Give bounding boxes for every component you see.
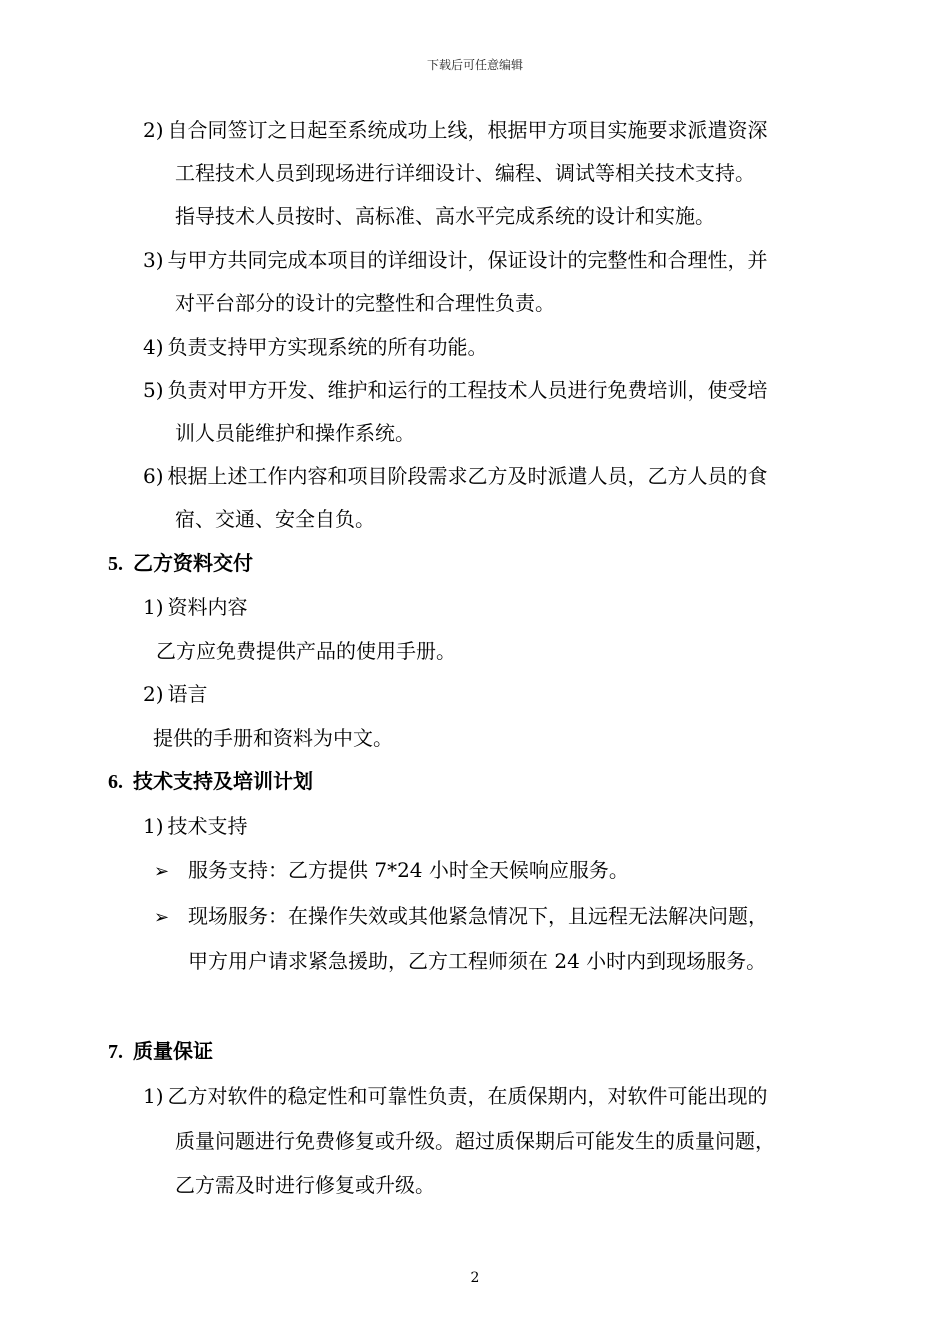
bullet-text: 服务支持：乙方提供 7*24 小时全天候响应服务。: [188, 858, 629, 882]
bullet-item: [154, 902, 768, 932]
bullet-text-continued: 甲方用户请求紧急援助，乙方工程师须在 24 小时内到现场服务。: [188, 949, 767, 973]
item-text-continued: 质量问题进行免费修复或升级。超过质保期后可能发生的质量问题，: [175, 1129, 775, 1153]
item-text-continued: 对平台部分的设计的完整性和合理性负责。: [175, 291, 555, 315]
item-text-continued: 乙方需及时进行修复或升级。: [175, 1173, 435, 1197]
section-number: 6.: [108, 771, 123, 793]
item-text: 负责对甲方开发、维护和运行的工程技术人员进行免费培训，使受培: [167, 378, 768, 402]
section-title: 技术支持及培训计划: [133, 769, 313, 793]
item-text-continued: 指导技术人员按时、高标准、高水平完成系统的设计和实施。: [175, 204, 715, 228]
item-text-continued: 工程技术人员到现场进行详细设计、编程、调试等相关技术支持。: [175, 161, 755, 185]
item-text: 技术支持: [167, 814, 248, 838]
paragraph: 乙方应免费提供产品的使用手册。: [156, 639, 456, 663]
arrow-bullet-icon: ➢: [154, 907, 170, 928]
bullet-text: 现场服务：在操作失效或其他紧急情况下，且远程无法解决问题，: [188, 904, 768, 928]
section-title: 质量保证: [133, 1039, 213, 1063]
subsection-label: [143, 593, 248, 621]
subsection-label: [143, 812, 248, 840]
paragraph: 提供的手册和资料为中文。: [153, 726, 393, 750]
subsection-label: [143, 680, 208, 708]
item-number: 4): [143, 335, 164, 359]
page-number: 2: [470, 1270, 480, 1286]
item-number: 1): [143, 814, 164, 838]
section-number: 7.: [108, 1041, 123, 1063]
item-text: 根据上述工作内容和项目阶段需求乙方及时派遣人员，乙方人员的食: [167, 464, 768, 488]
item-number: 2): [143, 682, 164, 706]
list-item: [143, 333, 488, 361]
list-item: [143, 376, 768, 404]
list-item: [143, 116, 768, 144]
item-text: 自合同签订之日起至系统成功上线，根据甲方项目实施要求派遣资深: [167, 118, 768, 142]
list-item: [143, 1082, 768, 1110]
list-item: [143, 462, 768, 490]
item-text-continued: 训人员能维护和操作系统。: [175, 421, 415, 445]
item-number: 6): [143, 464, 164, 488]
item-text: 资料内容: [167, 595, 248, 619]
item-text: 乙方对软件的稳定性和可靠性负责，在质保期内，对软件可能出现的: [167, 1084, 768, 1108]
section-number: 5.: [108, 553, 123, 575]
page-header: 下载后可任意编辑: [426, 58, 523, 72]
list-item: [143, 246, 768, 274]
item-number: 3): [143, 248, 164, 272]
item-number: 5): [143, 378, 164, 402]
item-text-continued: 宿、交通、安全自负。: [175, 507, 375, 531]
bullet-item: [154, 856, 629, 886]
item-number: 2): [143, 118, 164, 142]
section-heading: [108, 1037, 213, 1066]
item-text: 负责支持甲方实现系统的所有功能。: [167, 335, 488, 359]
section-heading: [108, 549, 253, 578]
item-number: 1): [143, 1084, 164, 1108]
item-text: 与甲方共同完成本项目的详细设计，保证设计的完整性和合理性，并: [167, 248, 768, 272]
arrow-bullet-icon: ➢: [154, 861, 170, 882]
item-number: 1): [143, 595, 164, 619]
section-heading: [108, 767, 313, 796]
section-title: 乙方资料交付: [133, 551, 253, 575]
item-text: 语言: [167, 682, 208, 706]
